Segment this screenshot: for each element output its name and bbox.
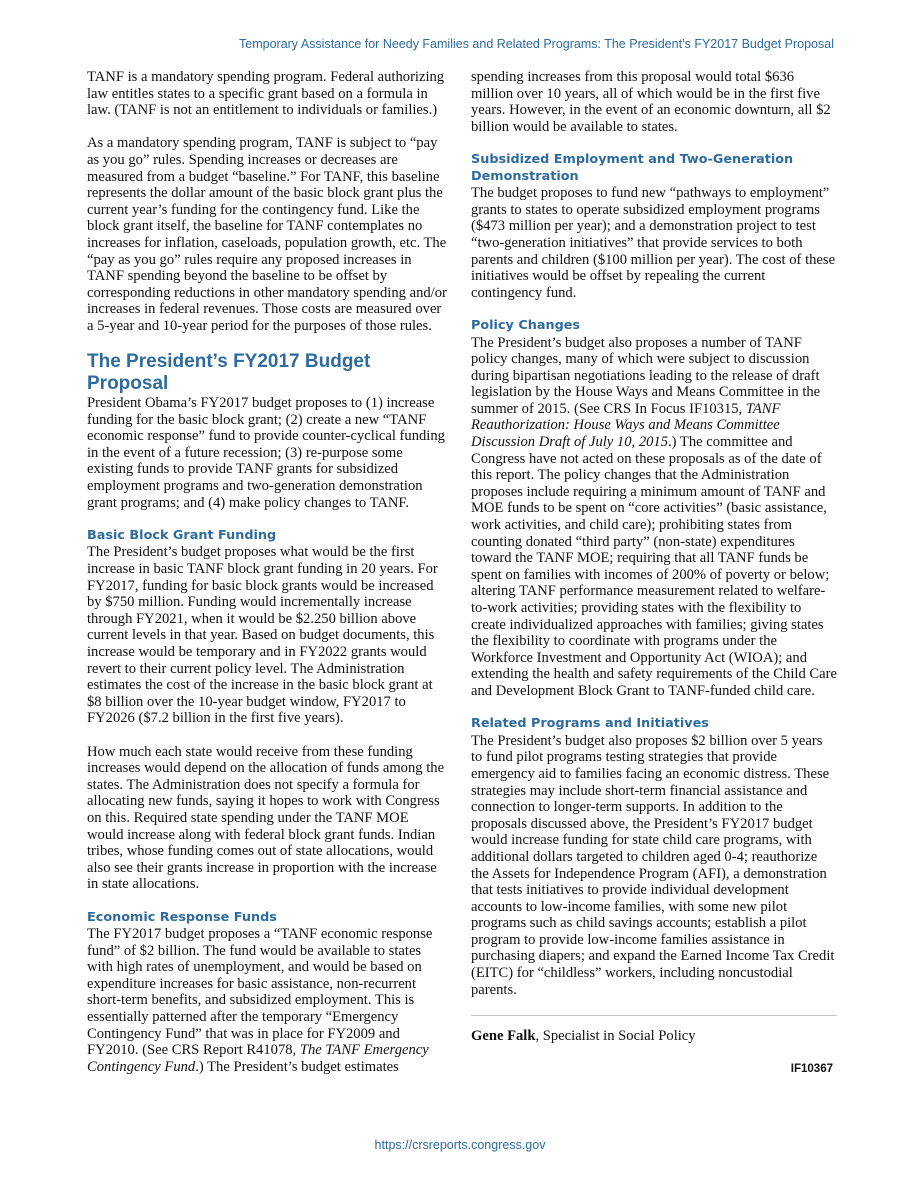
report-title-emergency-fund: The TANF Emergency Contingency Fund (87, 1042, 429, 1075)
paragraph-state-allocation: How much each state would receive from these funding increases would depend on the allocation of funds among the states. The Administration does not specify a formula for allocating new funds, saying it hopes to work with Congress on this. Required state spending under the TANF MOE would increase along with federal block grant funds. Indian tribes, whose funding comes out of state allocations, would also see their grants increase in proportion with the increase in state allocations. (87, 743, 445, 893)
paragraph-pay-as-you-go: As a mandatory spending program, TANF is subject to “pay as you go” rules. Spending increases or decreases are measured from a budget “baseline.” For TANF, this baseline represents the dollar amount of the basic block grant plus the current year’s funding for the contingency fund. Like the block grant itself, the baseline for TANF contemplates no increases for inflation, caseloads, population growth, etc. The “pay as you go” rules require any proposed increases in TANF spending beyond the baseline to be offset by corresponding reductions in other mandatory spending and/or increases in federal revenues. Those costs are measured over a 5-year and 10-year period for the purposes of those rules. (87, 135, 447, 334)
paragraph-related-programs: The President’s budget also proposes $2 billion over 5 years to fund pilot programs testing strategies that provide emergency aid to families facing an economic distress. These strategies may include short-term financial assistance and connection to longer-term supports. In addition to the proposals discussed above, the President’s FY2017 budget would increase funding for state child care programs, with additional dollars targeted to children aged 0-4; reauthorize the Assets for Independence Program (AFI), a demonstration that tests initiatives to provide individual development accounts to low-income families, with some new pilot programs such as child savings accounts; establish a pilot program to provide low-income families assistance in purchasing diapers; and expand the Earned Income Tax Credit (EITC) for “childless” workers, including noncustodial parents. (471, 732, 835, 998)
paragraph-economic-response (87, 926, 447, 1075)
paragraph-proposal-summary: President Obama’s FY2017 budget proposes to (1) increase funding for the basic block grant; (2) create a new “TANF economic response” fund to provide counter-cyclical funding in the event of a future recession; (3) re-purpose some existing funds to provide TANF grants for subsidized employment programs and two-generation demonstration grant programs; and (4) make policy changes to TANF. (87, 395, 445, 511)
left-column (87, 69, 447, 1075)
author-divider (471, 1015, 837, 1016)
running-header: Temporary Assistance for Needy Families and Related Programs: The President’s FY2017 Budget Proposal (239, 37, 834, 51)
paragraph-subsidized-employment: The budget proposes to fund new “pathways to employment” grants to states to operate subsidized employment programs ($473 million per year); and a demonstration project to test “two-generation initiatives” that provide services to both parents and children ($100 million per year). The cost of these initiatives would be offset by repealing the current contingency fund. (471, 185, 836, 301)
paragraph-block-grant-funding: The President’s budget proposes what would be the first increase in basic TANF block grant funding in 20 years. For FY2017, funding for basic block grants would be increased by $750 million. Funding would incrementally increase through FY2021, when it would be $2.250 billion above current levels in that year. Based on budget documents, this increase would be temporary and in FY2022 grants would revert to their current policy level. The Administration estimates the cost of the increase in the basic block grant at $8 billion over the 10-year budget window, FY2017 to FY2026 ($7.2 billion in the first five years). (87, 544, 438, 727)
text-span: .) The President’s budget estimates (195, 1058, 399, 1075)
footer-url: https://crsreports.congress.gov (374, 1138, 546, 1152)
text-span: The FY2017 budget proposes a “TANF economic response fund” of $2 billion. The fund would be available to states with high rates of unemployment, and would be based on expenditure increases for basic assistance, non-recurrent short-term benefits, and subsidized employment. This is essentially patterned after the temporary “Emergency Contingency Fund” that was in place for FY2009 and FY2010. (See CRS Report R41078, (87, 926, 433, 1059)
author-title: , Specialist in Social Policy (535, 1027, 696, 1044)
author-name: Gene Falk (471, 1027, 536, 1044)
heading-policy-changes: Policy Changes (471, 317, 581, 333)
heading-basic-block-grant: Basic Block Grant Funding (87, 527, 277, 543)
paragraph-policy-changes (471, 335, 837, 700)
author-line (471, 1028, 837, 1045)
section-title-budget-proposal: The President’s FY2017 Budget Proposal (87, 351, 371, 395)
report-title-reauthorization: TANF Reauthorization: House Ways and Means Committee Discussion Draft of July 10, 2015 (471, 400, 781, 451)
text-span: The President’s budget also proposes a number of TANF policy changes, many of which were subject to discussion during bipartisan negotiations leading to the release of draft legislation by the House Ways and Means Committee in the summer of 2015. (See CRS In Focus IF10315, (471, 334, 821, 417)
heading-related-programs: Related Programs and Initiatives (471, 716, 709, 732)
text-span: .) The committee and Congress have not acted on these proposals as of the date of this report. The policy changes that the Administration proposes include requiring a minimum amount of TANF and MOE funds to be spent on “core activities” (basic assistance, work activities, and child care); prohibiting states from counting donated “third party” (non-state) expenditures toward the TANF MOE; requiring that all TANF funds be spent on families with incomes of 200% of poverty or below; altering TANF performance measurement related to welfare-to-work activities; providing states with the flexibility to create individualized approaches with families; giving states the flexibility to coordinate with programs under the Workforce Investment and Opportunity Act (WIOA); and extending the health and safety requirements of the Child Care and Development Block Grant to TANF-funded child care. (471, 434, 837, 699)
right-column (471, 69, 837, 1078)
document-id: IF10367 (790, 1063, 833, 1076)
heading-economic-response: Economic Response Funds (87, 909, 277, 925)
paragraph-spending-increases: spending increases from this proposal would total $636 million over 10 years, all of which would be in the first five years. However, in the event of an economic downturn, all $2 billion would be available to states. (471, 69, 831, 135)
paragraph-tanf-mandatory: TANF is a mandatory spending program. Federal authorizing law entitles states to a specific grant based on a formula in law. (TANF is not an entitlement to individuals or families.) (87, 69, 445, 119)
heading-subsidized-employment: Subsidized Employment and Two-Generation Demonstration (471, 151, 794, 184)
